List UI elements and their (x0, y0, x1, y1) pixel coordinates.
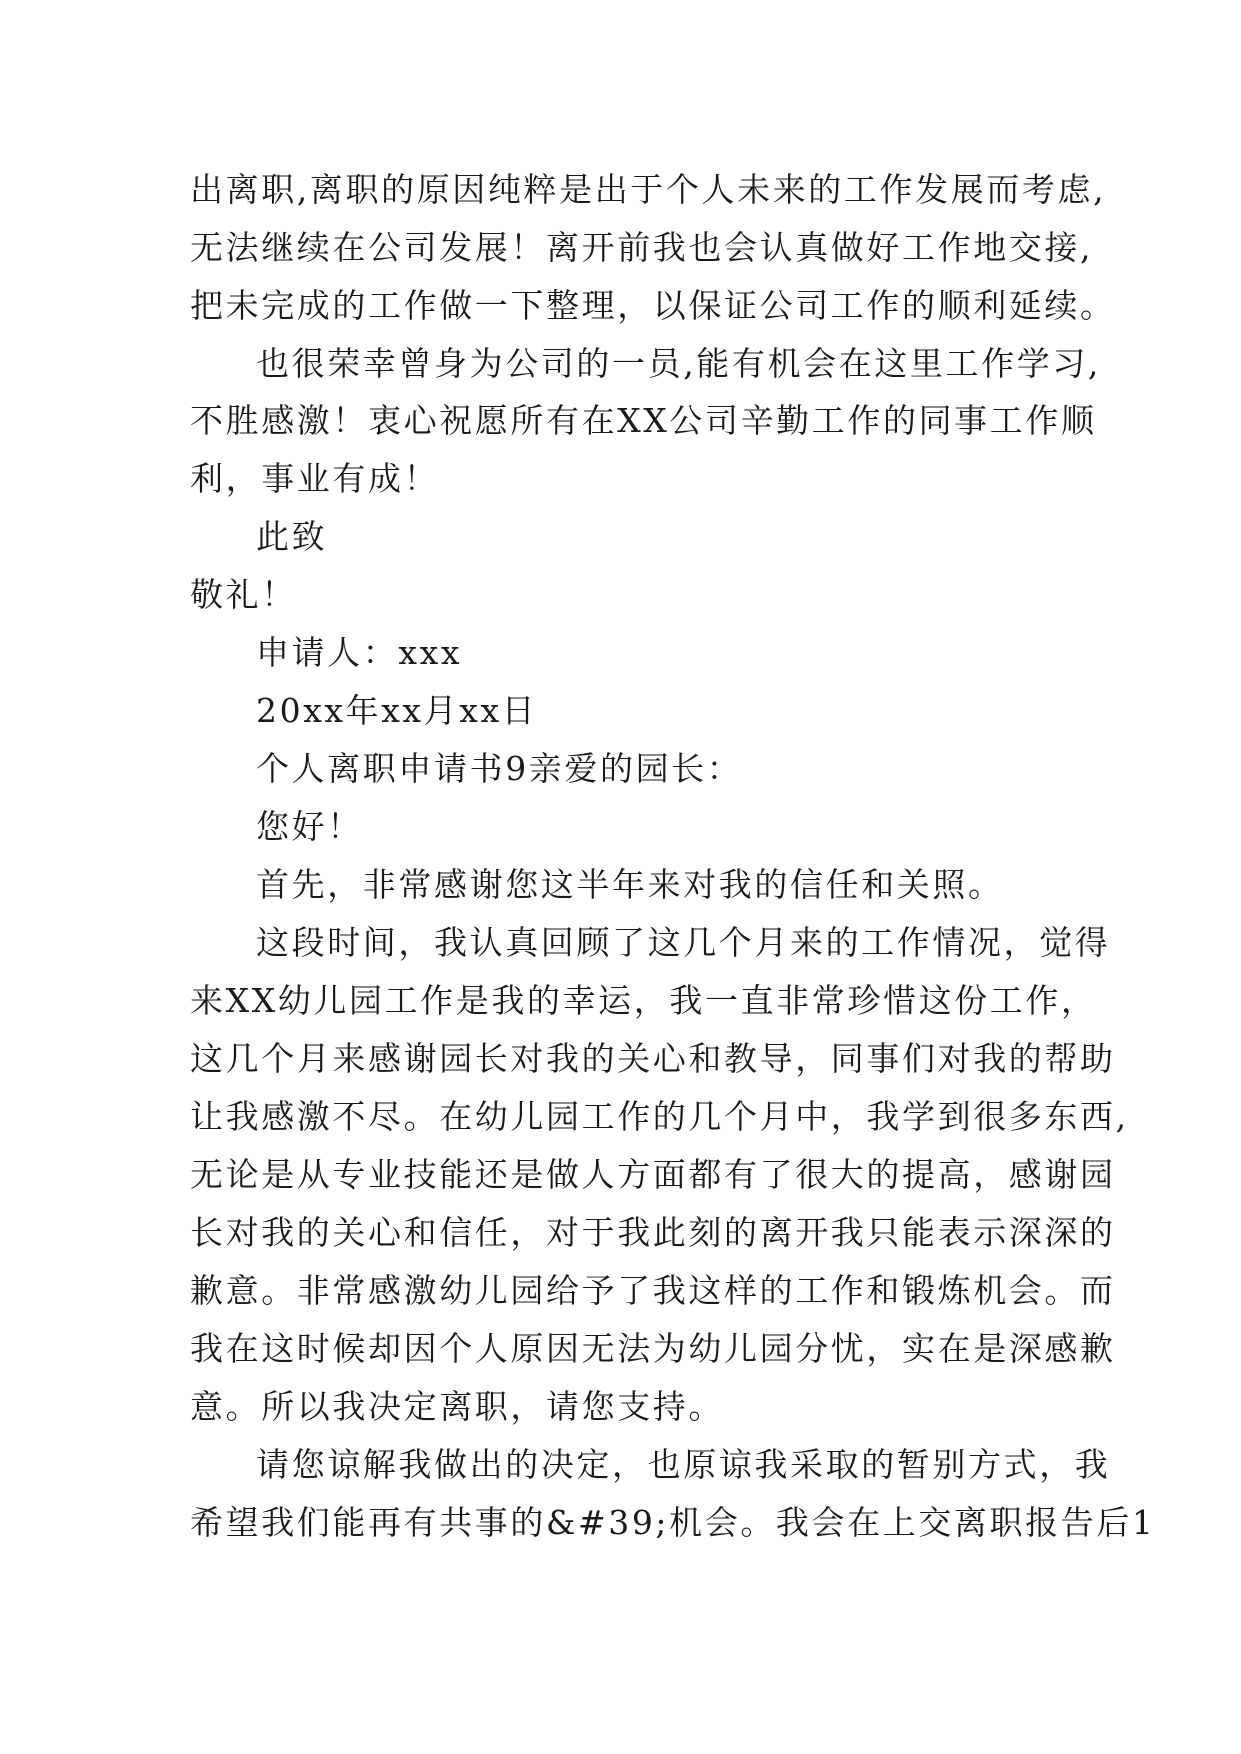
body-text-line: 这段时间，我认真回顾了这几个月来的工作情况，觉得 (256, 923, 1111, 962)
body-text-line: 我在这时候却因个人原因无法为幼儿园分忧，实在是深感歉 (190, 1329, 1116, 1368)
body-text-line: 来XX幼儿园工作是我的幸运，我一直非常珍惜这份工作， (190, 981, 1097, 1020)
body-text-line: 出离职,离职的原因纯粹是出于个人未来的工作发展而考虑, (190, 170, 1107, 209)
body-text-line: 无法继续在公司发展！离开前我也会认真做好工作地交接, (190, 228, 1094, 267)
body-text-line: 无论是从专业技能还是做人方面都有了很大的提高，感谢园 (190, 1155, 1116, 1194)
body-text-line: 也很荣幸曾身为公司的一员,能有机会在这里工作学习, (256, 344, 1101, 383)
body-text-line: 不胜感激！衷心祝愿所有在XX公司辛勤工作的同事工作顺 (190, 401, 1097, 440)
section-heading: 个人离职申请书9亲爱的园长： (256, 749, 743, 788)
date-line: 20xx年xx月xx日 (256, 691, 538, 730)
body-text-line: 首先，非常感谢您这半年来对我的信任和关照。 (256, 865, 1004, 904)
body-text-line: 这几个月来感谢园长对我的关心和教导，同事们对我的帮助 (190, 1039, 1116, 1078)
closing-salutation: 敬礼！ (190, 575, 297, 614)
body-text-line: 把未完成的工作做一下整理，以保证公司工作的顺利延续。 (190, 286, 1116, 325)
body-text-line: 长对我的关心和信任，对于我此刻的离开我只能表示深深的 (190, 1213, 1116, 1252)
body-text-line: 请您谅解我做出的决定，也原谅我采取的暂别方式，我 (256, 1445, 1111, 1484)
body-text-line: 希望我们能再有共事的&#39;机会。我会在上交离职报告后1 (190, 1503, 1156, 1542)
body-text-line: 让我感激不尽。在幼儿园工作的几个月中，我学到很多东西, (190, 1097, 1129, 1136)
greeting: 您好！ (256, 807, 363, 846)
applicant-line: 申请人：xxx (256, 633, 463, 672)
body-text-line: 利，事业有成！ (190, 459, 440, 498)
closing-phrase: 此致 (256, 517, 328, 556)
body-text-line: 歉意。非常感激幼儿园给予了我这样的工作和锻炼机会。而 (190, 1271, 1116, 1310)
body-text-line: 意。所以我决定离职，请您支持。 (190, 1387, 724, 1426)
